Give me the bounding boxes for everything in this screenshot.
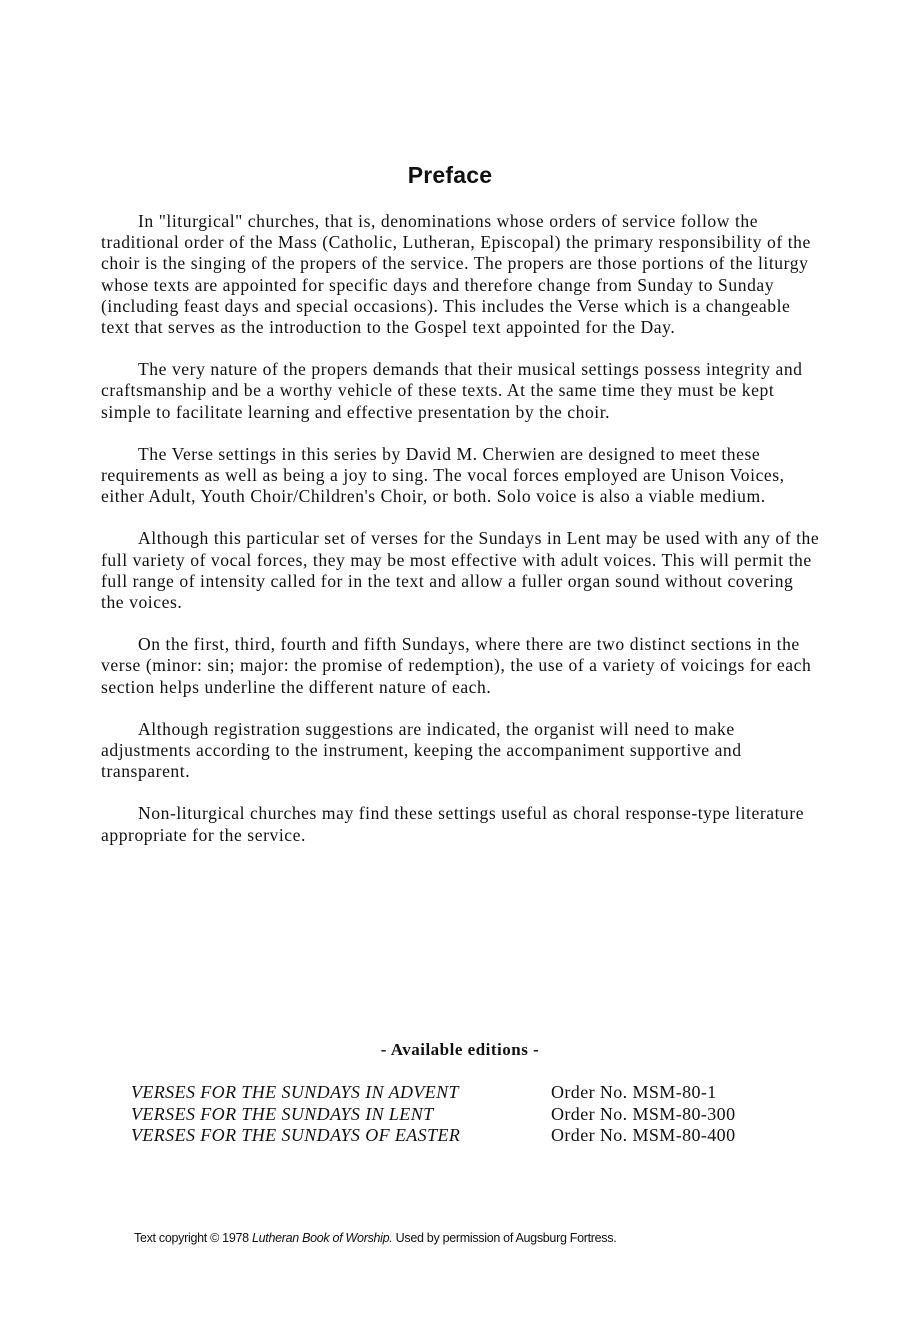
- paragraph-verse-settings: The Verse settings in this series by David M. Cherwien are designed to meet these requirements as well as being a joy to sing. The vocal forces employed are Unison Voices, either Adult, Youth Choir/Children's Choir, or both. Solo voice is also a viable medium.: [101, 443, 785, 507]
- edition-order-number: Order No. MSM-80-400: [551, 1125, 736, 1145]
- edition-order-number: Order No. MSM-80-300: [551, 1103, 736, 1124]
- paragraph-voicings: On the first, third, fourth and fifth Sundays, where there are two distinct sections in the verse (minor: sin; major: the promise of redemption), the use of a variety of voicings for each section helps underline the different nature of each.: [101, 634, 812, 697]
- edition-title: VERSES FOR THE SUNDAYS OF EASTER: [131, 1125, 461, 1145]
- edition-row: [131, 1125, 735, 1147]
- preface-body: [101, 211, 821, 867]
- page-title: Preface: [407, 162, 493, 188]
- editions-list: [131, 1082, 735, 1147]
- copyright-prefix: Text copyright © 1978: [134, 1231, 252, 1245]
- edition-row: [131, 1104, 735, 1126]
- edition-row: [131, 1082, 735, 1104]
- copyright-book-title: Lutheran Book of Worship.: [251, 1231, 393, 1245]
- paragraph-non-liturgical: Non-liturgical churches may find these settings useful as choral response-type literature appropriate for the service.: [101, 803, 805, 845]
- edition-order-number: Order No. MSM-80-1: [551, 1082, 717, 1102]
- paragraph-liturgical-churches: In "liturgical" churches, that is, denominations whose orders of service follow the traditional order of the Mass (Catholic, Lutheran, Episcopal) the primary responsibility of the choir is the singing of the propers of the service. The propers are those portions of the liturgy whose texts are appointed for specific days and therefore change from Sunday to Sunday (including feast days and special occasions). This includes the Verse which is a changeable text that serves as the introduction to the Gospel text appointed for the Day.: [101, 211, 811, 338]
- paragraph-nature-of-propers: The very nature of the propers demands that their musical settings possess integrity and craftsmanship and be a worthy vehicle of these texts. At the same time they must be kept simple to facilitate learning and effective presentation by the choir.: [101, 359, 803, 422]
- editions-heading: - Available editions -: [380, 1040, 540, 1059]
- paragraph-registration: Although registration suggestions are indicated, the organist will need to make adjustments according to the instrument, keeping the accompaniment supportive and transparent.: [101, 718, 742, 782]
- edition-title: VERSES FOR THE SUNDAYS IN LENT: [131, 1103, 434, 1124]
- copyright-notice: [134, 1231, 616, 1245]
- paragraph-lent-verses: Although this particular set of verses for the Sundays in Lent may be used with any of the full variety of vocal forces, they may be most effective with adult voices. This will permit the full range of intensity called for in the text and allow a fuller organ sound without covering the voices.: [101, 528, 820, 613]
- edition-title: VERSES FOR THE SUNDAYS IN ADVENT: [131, 1082, 459, 1102]
- copyright-suffix: Used by permission of Augsburg Fortress.: [392, 1231, 617, 1245]
